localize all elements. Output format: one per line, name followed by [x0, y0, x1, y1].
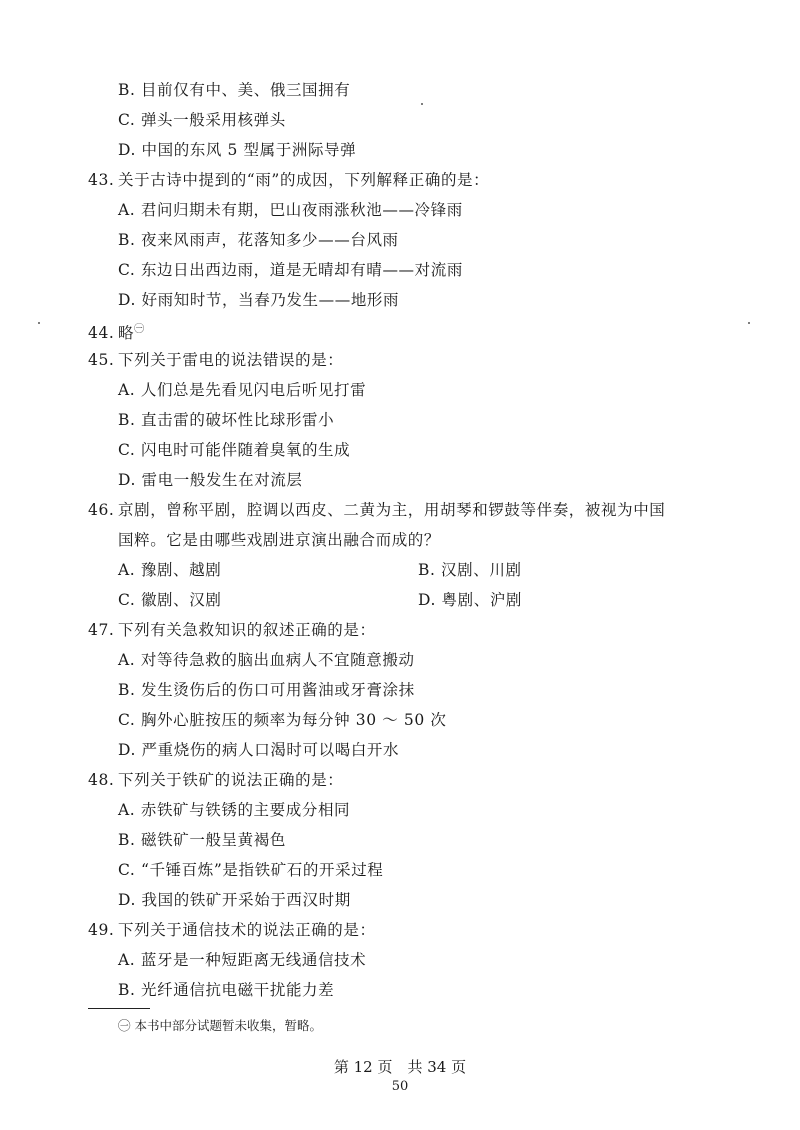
q46-stem-line-2: 国粹。它是由哪些戏剧进京演出融合而成的？	[118, 531, 441, 549]
q43-option-a: A. 君问归期未有期，巴山夜雨涨秋池——冷锋雨	[118, 201, 463, 219]
q42-option-b: B. 目前仅有中、美、俄三国拥有	[118, 81, 351, 99]
q45-stem: 下列关于雷电的说法错误的是：	[118, 351, 344, 369]
q45-option-a: A. 人们总是先看见闪电后听见打雷	[118, 381, 367, 399]
page-number: 50	[391, 1079, 409, 1094]
q46-option-d: D. 粤剧、沪剧	[418, 591, 523, 609]
q42-option-d: D. 中国的东风 5 型属于洲际导弹	[118, 141, 357, 159]
q43-option-b: B. 夜来风雨声，花落知多少——台风雨	[118, 231, 399, 249]
q49-option-b: B. 光纤通信抗电磁干扰能力差	[118, 981, 335, 999]
q45-option-b: B. 直击雷的破坏性比球形雷小	[118, 411, 335, 429]
q45-number: 45.	[88, 351, 115, 369]
q46-number: 46.	[88, 501, 115, 519]
q48-option-b: B. 磁铁矿一般呈黄褐色	[118, 831, 286, 849]
q43-number: 43.	[88, 171, 115, 189]
q48-stem-line	[88, 770, 343, 790]
q43-option-d: D. 好雨知时节，当春乃发生——地形雨	[118, 291, 400, 309]
q47-stem: 下列有关急救知识的叙述正确的是：	[118, 621, 376, 639]
q49-stem: 下列关于通信技术的说法正确的是：	[118, 921, 376, 939]
q49-stem-line	[88, 920, 376, 940]
scan-speck	[421, 103, 423, 105]
scan-speck	[748, 322, 750, 324]
q45-option-d: D. 雷电一般发生在对流层	[118, 471, 303, 489]
q45-stem-line	[88, 350, 343, 370]
q49-number: 49.	[88, 921, 115, 939]
q46-stem-1: 京剧，曾称平剧，腔调以西皮、二黄为主，用胡琴和锣鼓等伴奏，被视为中国	[118, 501, 666, 519]
q44-number: 44.	[88, 324, 115, 343]
q46-stem-line-1	[88, 500, 665, 520]
q46-option-a: A. 豫剧、越剧	[118, 561, 222, 579]
footnote: ㊀ 本书中部分试题暂未收集，暂略。	[118, 1018, 322, 1033]
footnote-marker-icon: ㊀	[134, 324, 145, 335]
q44-stem: 略	[118, 324, 135, 343]
q48-option-d: D. 我国的铁矿开采始于西汉时期	[118, 891, 351, 909]
q47-option-d: D. 严重烧伤的病人口渴时可以喝白开水	[118, 741, 400, 759]
q48-option-c: C. “千锤百炼”是指铁矿石的开采过程	[118, 861, 384, 879]
q48-stem: 下列关于铁矿的说法正确的是：	[118, 771, 344, 789]
q43-option-c: C. 东边日出西边雨，道是无晴却有晴——对流雨	[118, 261, 463, 279]
q43-stem-line	[88, 170, 489, 190]
q46-option-b: B. 汉剧、川剧	[418, 561, 522, 579]
q47-option-a: A. 对等待急救的脑出血病人不宜随意搬动	[118, 651, 415, 669]
scan-speck	[38, 322, 40, 324]
q43-stem: 关于古诗中提到的“雨”的成因，下列解释正确的是：	[118, 171, 490, 189]
q47-number: 47.	[88, 621, 115, 639]
q47-stem-line	[88, 620, 376, 640]
q46-option-c: C. 徽剧、汉剧	[118, 591, 222, 609]
q42-option-c: C. 弹头一般采用核弹头	[118, 111, 286, 129]
q49-option-a: A. 蓝牙是一种短距离无线通信技术	[118, 951, 367, 969]
q48-number: 48.	[88, 771, 115, 789]
q47-option-b: B. 发生烫伤后的伤口可用酱油或牙膏涂抹	[118, 681, 415, 699]
q44-stem-line	[88, 320, 145, 343]
q47-option-c: C. 胸外心脏按压的频率为每分钟 30 ～ 50 次	[118, 711, 447, 729]
q48-option-a: A. 赤铁矿与铁锈的主要成分相同	[118, 801, 351, 819]
page-label: 第 12 页 共 34 页	[333, 1058, 467, 1076]
q45-option-c: C. 闪电时可能伴随着臭氧的生成	[118, 441, 351, 459]
footnote-divider	[88, 1008, 150, 1009]
